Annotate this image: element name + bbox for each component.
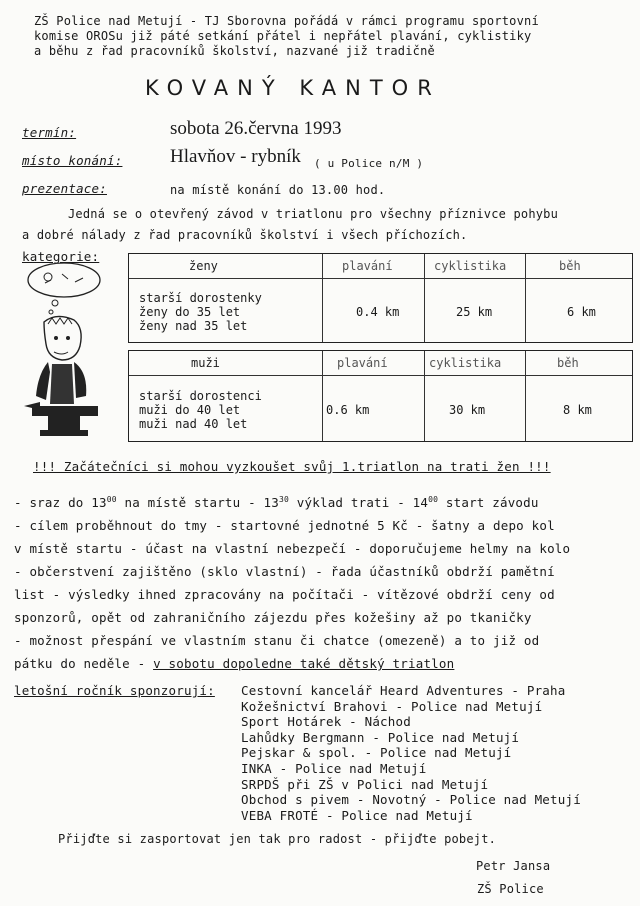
- column-divider: [322, 351, 323, 441]
- sponsor-item: INKA - Police nad Metují: [241, 760, 427, 776]
- misto-value: Hlavňov - rybník: [170, 146, 301, 167]
- sponsor-item: SRPDŠ při ZŠ v Polici nad Metují: [241, 776, 489, 792]
- bullet-line: v místě startu - účast na vlastní nebezpečí - doporučujeme helmy na kolo: [14, 541, 571, 557]
- bullet-line: pátku do neděle - v sobotu dopoledne také dětský triatlon: [14, 656, 455, 672]
- column-divider: [424, 351, 425, 441]
- women-header-bike: cyklistika: [434, 259, 507, 273]
- men-header-run: běh: [557, 356, 579, 370]
- misto-label: místo konání:: [22, 153, 123, 168]
- column-divider: [525, 351, 526, 441]
- closing-invitation: Přijďte si zasportovat jen tak pro radost - přijďte pobejt.: [58, 832, 497, 846]
- sponsor-item: Kožešnictví Brahovi - Police nad Metují: [241, 698, 543, 714]
- men-header-category: muži: [191, 356, 220, 370]
- kategorie-label: kategorie:: [22, 249, 100, 264]
- bullet-line: - možnost přespání ve vlastním stanu či chatce (omezeně) a to již od: [14, 633, 540, 649]
- men-run-distance: 8 km: [563, 403, 592, 417]
- women-swim-distance: 0.4 km: [356, 305, 400, 319]
- men-swim-distance: 0.6 km: [326, 403, 370, 417]
- men-category: starší dorostenci: [139, 389, 262, 403]
- termin-value: sobota 26.června 1993: [170, 118, 342, 139]
- misto-note: ( u Police n/M ): [314, 157, 424, 170]
- men-header-bike: cyklistika: [429, 356, 502, 370]
- men-bike-distance: 30 km: [449, 403, 486, 417]
- bullet-line: - cílem proběhnout do tmy - startovné jednotné 5 Kč - šatny a depo kol: [14, 518, 555, 534]
- women-header-category: ženy: [189, 259, 218, 273]
- women-category: starší dorostenky: [139, 291, 262, 305]
- women-table: [128, 253, 633, 343]
- women-category: ženy do 35 let: [139, 305, 241, 319]
- column-divider: [322, 254, 323, 342]
- women-header-run: běh: [559, 259, 581, 273]
- description-line: a dobré nálady z řad pracovníků školství i všech příchozích.: [22, 228, 468, 242]
- bullet-line: - sraz do $13^{00}$ na místě startu - $13^{30}$ výklad trati - $14^{00}$ start závodu: [14, 495, 539, 511]
- bullet-line: - občerstvení zajištěno (sklo vlastní) - řada účastníků obdrží pamětní: [14, 564, 555, 580]
- intro-line: komise OROSu již páté setkání přátel i nepřátel plavání, cyklistiky: [34, 29, 532, 43]
- sponsors-list: [241, 683, 581, 823]
- men-table: [128, 350, 633, 442]
- men-category: muži do 40 let: [139, 403, 241, 417]
- kids-triathlon-note: v sobotu dopoledne také dětský triatlon: [153, 656, 455, 672]
- info-bullets: [14, 488, 570, 675]
- sponsor-item: Obchod s pivem - Novotný - Police nad Metují: [241, 792, 581, 808]
- termin-label: termín:: [22, 125, 77, 140]
- beginners-warning: !!! Začátečníci si mohou vyzkoušet svůj 1.triatlon na trati žen !!!: [33, 459, 551, 474]
- column-divider: [525, 254, 526, 342]
- event-title: KOVANÝ KANTOR: [145, 76, 441, 100]
- sponsor-item: Sport Hotárek - Náchod: [241, 714, 411, 730]
- prezentace-value: na místě konání do 13.00 hod.: [170, 183, 386, 197]
- bullet-line: sponzorů, opět od zahraničního zájezdu přes kožešiny až po tkaničky: [14, 610, 532, 626]
- men-category: muži nad 40 let: [139, 417, 248, 431]
- sponsor-item: Pejskar & spol. - Police nad Metují: [241, 745, 512, 761]
- men-header-swim: plavání: [337, 356, 388, 370]
- sponsors-label: letošní ročník sponzorují:: [14, 683, 215, 698]
- column-divider: [424, 254, 425, 342]
- blacksmith-teacher-illustration: [18, 260, 113, 440]
- women-bike-distance: 25 km: [456, 305, 493, 319]
- signature-organization: ZŠ Police: [477, 882, 544, 896]
- intro-text: [34, 14, 624, 59]
- sponsor-item: VEBA FROTÉ - Police nad Metují: [241, 807, 473, 823]
- sponsor-item: Cestovní kancelář Heard Adventures - Praha: [241, 683, 566, 698]
- signature-name: Petr Jansa: [476, 859, 551, 873]
- description-line: Jedná se o otevřený závod v triatlonu pro všechny příznivce pohybu: [68, 207, 559, 221]
- women-header-swim: plavání: [342, 259, 393, 273]
- bullet-line: list - výsledky ihned zpracovány na počítači - vítězové obdrží ceny od: [14, 587, 555, 603]
- women-run-distance: 6 km: [567, 305, 596, 319]
- women-category: ženy nad 35 let: [139, 319, 248, 333]
- sponsor-item: Lahůdky Bergmann - Police nad Metují: [241, 729, 520, 745]
- intro-line: a běhu z řad pracovníků školství, nazvané již tradičně: [34, 44, 435, 58]
- prezentace-label: prezentace:: [22, 181, 107, 196]
- intro-line: ZŠ Police nad Metují - TJ Sborovna pořádá v rámci programu sportovní: [34, 14, 539, 28]
